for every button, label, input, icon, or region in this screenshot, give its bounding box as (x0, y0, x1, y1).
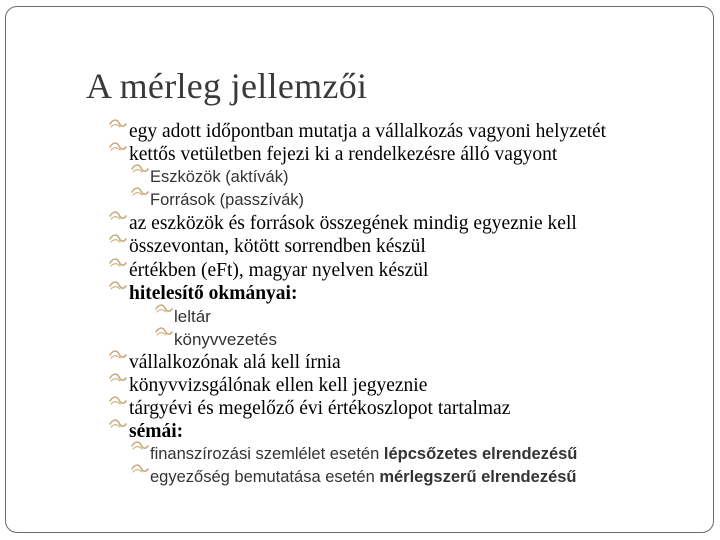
list-item (109, 282, 709, 305)
text-segment: egyezőség bemutatása esetén (150, 468, 380, 487)
text-segment: leltár (174, 306, 211, 326)
curly-bracket-swoosh-icon (131, 195, 150, 205)
text-segment: egy adott időpontban mutatja a vállalkozás vagyoni helyzetét (129, 121, 607, 142)
bullet-list (109, 120, 709, 490)
list-item-text (129, 374, 427, 397)
list-item-text (150, 466, 577, 489)
list-item-text (174, 328, 277, 351)
curly-bracket-swoosh-icon (109, 242, 129, 252)
slide-frame (5, 6, 714, 533)
list-item (109, 420, 709, 443)
text-segment: összevontan, kötött sorrendben készül (129, 236, 426, 258)
list-item-text (129, 212, 577, 235)
list-item-text (174, 305, 211, 328)
list-item-text (129, 282, 297, 305)
list-item (109, 328, 709, 351)
curly-bracket-swoosh-icon (109, 404, 129, 414)
list-item (109, 235, 709, 258)
list-item (109, 166, 709, 189)
text-segment: Eszközök (aktívák) (150, 168, 289, 187)
bold-text-segment: mérlegszerű elrendezésű (379, 468, 577, 487)
list-item (109, 212, 709, 235)
list-item (109, 259, 709, 282)
text-segment: könyvvezetés (174, 329, 277, 349)
list-item (109, 397, 709, 420)
curly-bracket-swoosh-icon (131, 172, 150, 182)
text-segment: Források (passzívák) (150, 191, 305, 210)
curly-bracket-swoosh-icon (155, 335, 174, 345)
list-item (109, 443, 709, 466)
curly-bracket-swoosh-icon (109, 289, 129, 299)
curly-bracket-swoosh-icon (109, 381, 129, 391)
curly-bracket-swoosh-icon (131, 449, 150, 459)
bold-text-segment: lépcsőzetes elrendezésű (383, 445, 578, 464)
list-item-text (150, 189, 304, 212)
text-segment: finanszírozási szemlélet esetén (150, 445, 384, 464)
text-segment: értékben (eFt), magyar nyelven készül (129, 259, 429, 281)
curly-bracket-swoosh-icon (109, 150, 129, 160)
text-segment: tárgyévi és megelőző évi értékoszlopot tartalmaz (129, 398, 511, 420)
bold-text-segment: sémái: (129, 421, 184, 443)
list-item (109, 351, 709, 374)
list-item (109, 374, 709, 397)
list-item-text (129, 351, 341, 374)
curly-bracket-swoosh-icon (109, 127, 129, 137)
list-item-text (150, 443, 577, 466)
list-item-text (129, 397, 510, 420)
list-item-text (150, 166, 288, 189)
bold-text-segment: hitelesítő okmányai: (129, 282, 298, 304)
list-item (109, 305, 709, 328)
list-item (109, 189, 709, 212)
text-segment: az eszközök és források összegének mindig egyeznie kell (129, 213, 577, 235)
curly-bracket-swoosh-icon (131, 472, 150, 482)
list-item (109, 143, 709, 166)
text-segment: kettős vetületben fejezi ki a rendelkezésre álló vagyont (129, 144, 558, 166)
list-item (109, 466, 709, 489)
curly-bracket-swoosh-icon (155, 312, 174, 322)
curly-bracket-swoosh-icon (109, 358, 129, 368)
text-segment: vállalkozónak alá kell írnia (129, 351, 341, 373)
list-item-text (129, 259, 428, 282)
curly-bracket-swoosh-icon (109, 427, 129, 437)
slide-title: A mérleg jellemzői (86, 66, 368, 106)
curly-bracket-swoosh-icon (109, 219, 129, 229)
text-segment: könyvvizsgálónak ellen kell jegyeznie (129, 375, 428, 397)
list-item-text (129, 143, 557, 166)
list-item (109, 120, 709, 143)
list-item-text (129, 120, 606, 143)
list-item-text (129, 235, 426, 258)
curly-bracket-swoosh-icon (109, 266, 129, 276)
